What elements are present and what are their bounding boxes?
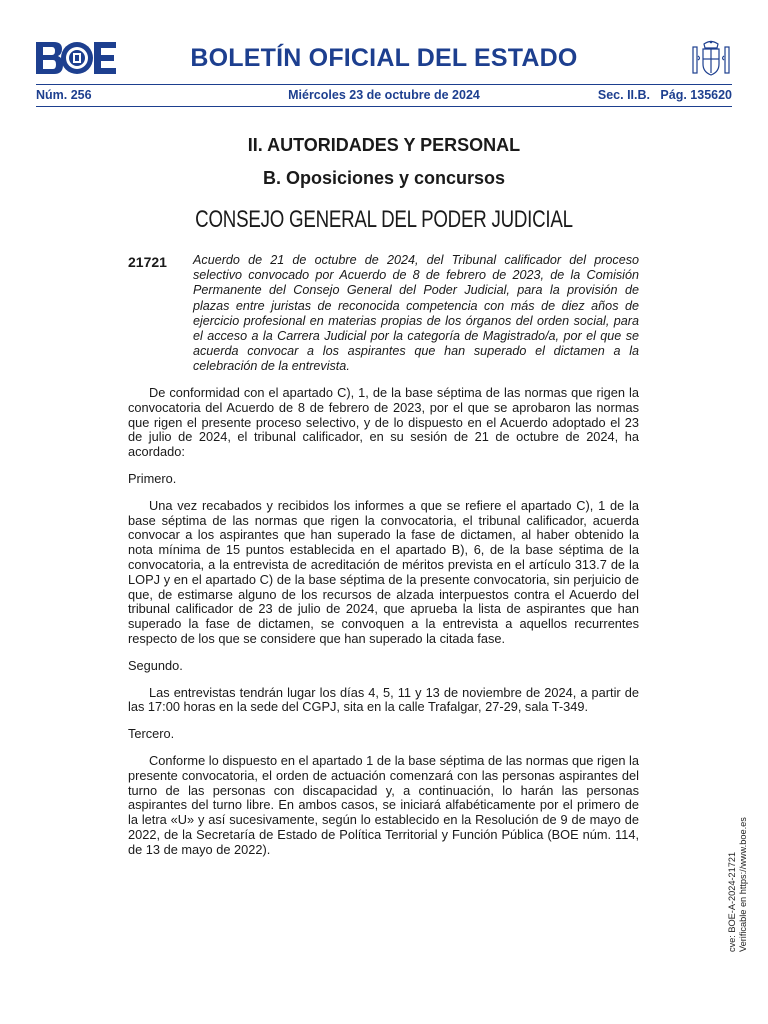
issue-date: Miércoles 23 de octubre de 2024 bbox=[288, 88, 480, 102]
paragraph-tercero: Conforme lo dispuesto en el apartado 1 de la base séptima de las normas que rigen la presente convocatoria, el orden de actuación comenzará con las personas aspirantes del turno de las personas con discapacidad y, a continuación, lo harán las personas aspirantes del turno libre. En ambos casos, se iniciará alfabéticamente por el primero de la letra «U» y así sucesivamente, según lo establecido en la Resolución de 9 de mayo de 2022, de la Secretaría de Estado de Política Territorial y Función Pública (BOE núm. 114, de 13 de mayo de 2022). bbox=[128, 752, 639, 857]
section-page: Sec. II.B. Pág. 135620 bbox=[597, 88, 732, 102]
masthead-title: BOLETÍN OFICIAL DEL ESTADO bbox=[190, 44, 578, 72]
paragraph-segundo: Las entrevistas tendrán lugar los días 4, 5, 11 y 13 de noviembre de 2024, a partir de las 17:00 horas en la sede del CGPJ, sita en la calle Trafalgar, 27-29, sala T-349. bbox=[128, 684, 639, 715]
document-body bbox=[128, 386, 639, 870]
spain-coat-of-arms-icon bbox=[690, 38, 732, 80]
heading-primero: Primero. bbox=[128, 470, 177, 486]
paragraph-primero: Una vez recabados y recibidos los informes a que se refiere el apartado C), 1 de la base séptima de las normas que rigen la convocatoria, el tribunal calificador, acuerda convocar a los aspirantes que han superado la fase de dictamen, al haber obtenido la nota mínima de 15 puntos establecida en el apartado B), 6, de la base séptima de la convocatoria, a la entrevista de acreditación de méritos prevista en el artículo 313.7 de la LOPJ y en el apartado C) de la base séptima de la presente convocatoria, sin perjuicio de que, de estimarse alguno de los recursos de alzada interpuestos contra el Acuerdo del tribunal calificador de 23 de julio de 2024, que aprueba la lista de aspirantes que han superado la fase de dictamen, se convoquen a la entrevista a aquellos recurrentes respecto de los que se considere que han superado la citada fase. bbox=[128, 497, 639, 646]
section-title: II. AUTORIDADES Y PERSONAL bbox=[247, 135, 521, 155]
verification-url[interactable]: Verificable en https://www.boe.es bbox=[738, 817, 748, 952]
heading-tercero: Tercero. bbox=[128, 726, 175, 742]
heading-segundo: Segundo. bbox=[128, 657, 183, 673]
subsection-title: B. Oposiciones y concursos bbox=[262, 168, 506, 188]
reference-number: 21721 bbox=[128, 254, 167, 270]
header-rule-bottom bbox=[36, 106, 732, 107]
organization-title: CONSEJO GENERAL DEL PODER JUDICIAL bbox=[195, 206, 573, 233]
paragraph-intro: De conformidad con el apartado C), 1, de la base séptima de las normas que rigen la convocatoria del Acuerdo de 8 de febrero de 2023, por el que se aprobaron las normas que rigen el presente proceso selectivo, y de lo dispuesto en el Acuerdo adoptado el 23 de julio de 2024, el tribunal calificador, en su sesión de 21 de octubre de 2024, ha acordado: bbox=[128, 385, 639, 460]
verification-note bbox=[727, 817, 749, 952]
boe-logo bbox=[36, 42, 116, 74]
document-summary: Acuerdo de 21 de octubre de 2024, del Tribunal calificador del proceso selectivo convocado por Acuerdo de 8 de febrero de 2023, de la Comisión Permanente del Consejo General del Poder Judicial, para la provisión de plazas entre juristas de reconocida competencia con más de diez años de ejercicio profesional en materias propias de los órganos del orden social, para el acceso a la Carrera Judicial por la categoría de Magistrado/a, por el que se acuerda convocar a los aspirantes que han superado el dictamen a la celebración de la entrevista. bbox=[193, 253, 639, 374]
cve-code: cve: BOE-A-2024-21721 bbox=[727, 851, 737, 952]
header-rule-top bbox=[36, 84, 732, 85]
issue-number: Núm. 256 bbox=[36, 88, 92, 102]
